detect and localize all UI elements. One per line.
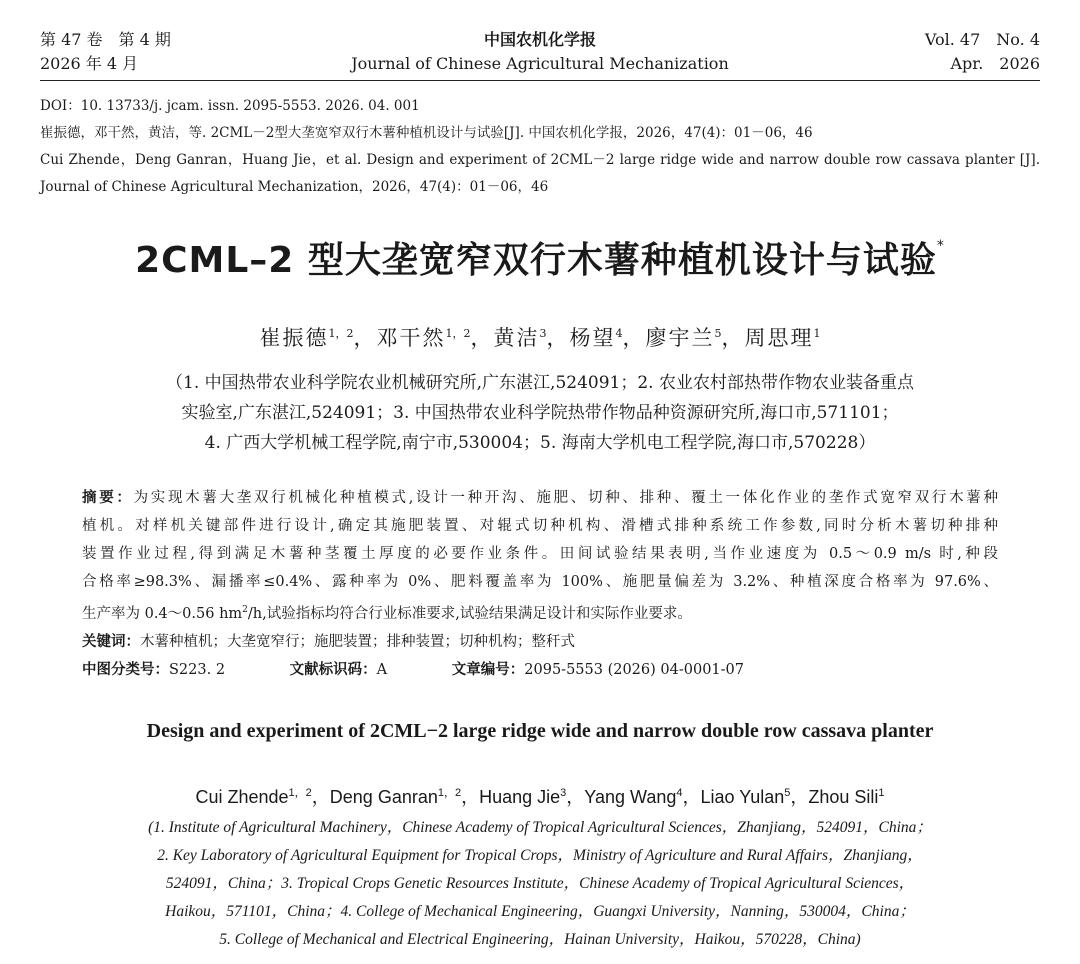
author-affiliation-mark: 5 — [784, 787, 791, 799]
author-name: 黄洁 — [493, 326, 540, 350]
affiliation-line: 2. Key Laboratory of Agricultural Equipment for Tropical Crops，Ministry of Agriculture and Rural Affairs，Zhanjiang， — [157, 847, 923, 864]
author-affiliation-mark: 3 — [560, 787, 567, 799]
issue-date-en: Apr. 2026 — [950, 54, 1040, 73]
funding-mark: * — [936, 238, 945, 254]
header-rule — [40, 80, 1040, 81]
author-name: 邓干然 — [376, 326, 446, 350]
author: 杨望$^4$， — [569, 326, 646, 350]
author: 黄洁$^3$， — [493, 326, 570, 350]
running-header — [40, 28, 1040, 78]
header-center — [40, 28, 1040, 76]
abstract-line: 生产率为 0.4～0.56 $hm^2/h$,试验指标均符合行业标准要求,试验结果满足设计和实际作业要求。 — [82, 605, 692, 622]
abstract-line: 摘要：为实现木薯大垄双行机械化种植模式,设计一种开沟、施肥、切种、排种、覆土一体化作业的垄作式宽窄双行木薯种 — [82, 490, 999, 506]
paper-title-text: 2CML–2 型大垄宽窄双行木薯种植机设计与试验 — [135, 240, 937, 281]
author-affiliation-mark: 5 — [714, 327, 722, 340]
author-affiliation-mark: 1 — [878, 787, 885, 799]
author-name: Cui Zhende — [195, 787, 289, 807]
author: 邓干然$^{1,2}$， — [376, 326, 494, 350]
author-affiliation-mark: 1，2 — [288, 787, 312, 799]
affiliation-line: 524091，China；3. Tropical Crops Genetic Resources Institute，Chinese Academy of Tropical Agricultural Sciences， — [165, 875, 915, 892]
author-affiliation-mark: 3 — [539, 327, 547, 340]
volume-issue-en: Vol. 47 No. 4 — [924, 30, 1040, 49]
author: Liao Yulan$^5$， — [700, 787, 809, 807]
affiliations-en — [60, 814, 1020, 954]
journal-name-cn: 中国农机化学报 — [483, 30, 596, 49]
citation-block — [40, 93, 1040, 201]
paper-title — [0, 232, 1080, 283]
author: 廖宇兰$^5$， — [645, 326, 745, 350]
author-name: 杨望 — [569, 326, 616, 350]
doi[interactable]: DOI：10. 13733/j. jcam. issn. 2095-5553. 2026. 04. 001 — [40, 98, 420, 114]
authors-cn — [0, 322, 1080, 352]
author-name: Yang Wang — [584, 787, 677, 807]
abstract-line: 装置作业过程,得到满足木薯种茎覆土厚度的必要作业条件。田间试验结果表明,当作业速度为 0.5～0.9 m/s 时,种段 — [82, 546, 998, 562]
citation-en-line2: Journal of Chinese Agricultural Mechanization，2026，47(4)：01－06，46 — [40, 179, 549, 195]
affiliation-line: Haikou，571101，China；4. College of Mechanical Engineering，Guangxi University，Nanning，530004，China； — [165, 903, 915, 920]
authors-en — [0, 783, 1080, 809]
author — [745, 326, 821, 350]
author: Cui Zhende$^{1,2}$， — [195, 787, 330, 807]
affiliation-line: 4. 广西大学机械工程学院,南宁市,530004；5. 海南大学机电工程学院,海口市,570228） — [204, 433, 876, 453]
paper-title-en: Design and experiment of 2CML−2 large ridge wide and narrow double row cassava planter — [146, 720, 934, 742]
author: Huang Jie$^3$， — [479, 787, 585, 807]
author-affiliation-mark: 1 — [813, 327, 821, 340]
keywords-text: 木薯种植机；大垄宽窄行；施肥装置；排种装置；切种机构；整秆式 — [140, 633, 575, 650]
author-name: Zhou Sili — [808, 787, 879, 807]
author-affiliation-mark: 1，2 — [437, 787, 462, 799]
author-affiliation-mark: 4 — [615, 327, 623, 340]
affiliation-line: (1. Institute of Agricultural Machinery，Chinese Academy of Tropical Agricultural Sciences，Zhanjiang，524091，China； — [148, 819, 932, 836]
keywords — [82, 628, 998, 656]
author-name: 崔振德 — [259, 326, 329, 350]
affiliation-line: 实验室,广东湛江,524091；3. 中国热带农业科学院热带作物品种资源研究所,海口市,571101； — [181, 403, 899, 423]
author-affiliation-mark: 4 — [676, 787, 683, 799]
abstract-line: 植机。对样机关键部件进行设计,确定其施肥装置、对辊式切种机构、滑槽式排种系统工作参数,同时分析木薯切种排种 — [82, 518, 998, 534]
affiliation-line: 5. College of Mechanical and Electrical Engineering，Hainan University，Haikou，570228，China) — [219, 931, 861, 948]
citation-en-line1: Cui Zhende，Deng Ganran，Huang Jie，et al. Design and experiment of 2CML－2 large ridge wide and narrow double row cassava planter [J]. — [40, 152, 1040, 168]
author-name: 廖宇兰 — [645, 326, 715, 350]
citation-cn: 崔振德，邓干然，黄洁，等. 2CML－2型大垄宽窄双行木薯种植机设计与试验[J]. 中国农机化学报，2026，47(4)：01－06，46 — [40, 125, 813, 141]
author: 崔振德$^{1,2}$， — [259, 326, 377, 350]
author-name: Liao Yulan — [700, 787, 785, 807]
keywords-label: 关键词： — [82, 633, 140, 650]
author-name: 周思理 — [744, 326, 814, 350]
author-name: Deng Ganran — [329, 787, 438, 807]
classification-line — [82, 656, 998, 684]
header-right — [925, 28, 1040, 76]
abstract-line: 合格率≥98.3%、漏播率≤0.4%、露种率为 0%、肥料覆盖率为 100%、施肥量偏差为 3.2%、种植深度合格率为 97.6%、 — [82, 574, 998, 590]
author — [808, 787, 884, 807]
journal-name-en: Journal of Chinese Agricultural Mechanization — [351, 54, 729, 73]
document-code: 文献标识码：A — [289, 661, 388, 678]
author: Yang Wang$^4$， — [584, 787, 701, 807]
author-affiliation-mark: 1，2 — [445, 327, 471, 340]
volume-issue: 第 47 卷 第 4 期 — [40, 30, 171, 49]
issue-date: 2026 年 4 月 — [40, 54, 139, 73]
abstract-label: 摘要： — [82, 490, 134, 506]
author-affiliation-mark: 1，2 — [328, 327, 354, 340]
affiliation-line: （1. 中国热带农业科学院农业机械研究所,广东湛江,524091；2. 农业农村部热带作物农业装备重点 — [166, 373, 914, 393]
author-name: Huang Jie — [479, 787, 561, 807]
article-number: 文章编号：2095-5553 (2026) 04-0001-07 — [451, 661, 745, 678]
abstract-block — [82, 484, 998, 684]
clc-number: 中图分类号：S223. 2 — [82, 661, 226, 678]
author: Deng Ganran$^{1,2}$， — [329, 787, 480, 807]
affiliations-cn — [60, 368, 1020, 458]
